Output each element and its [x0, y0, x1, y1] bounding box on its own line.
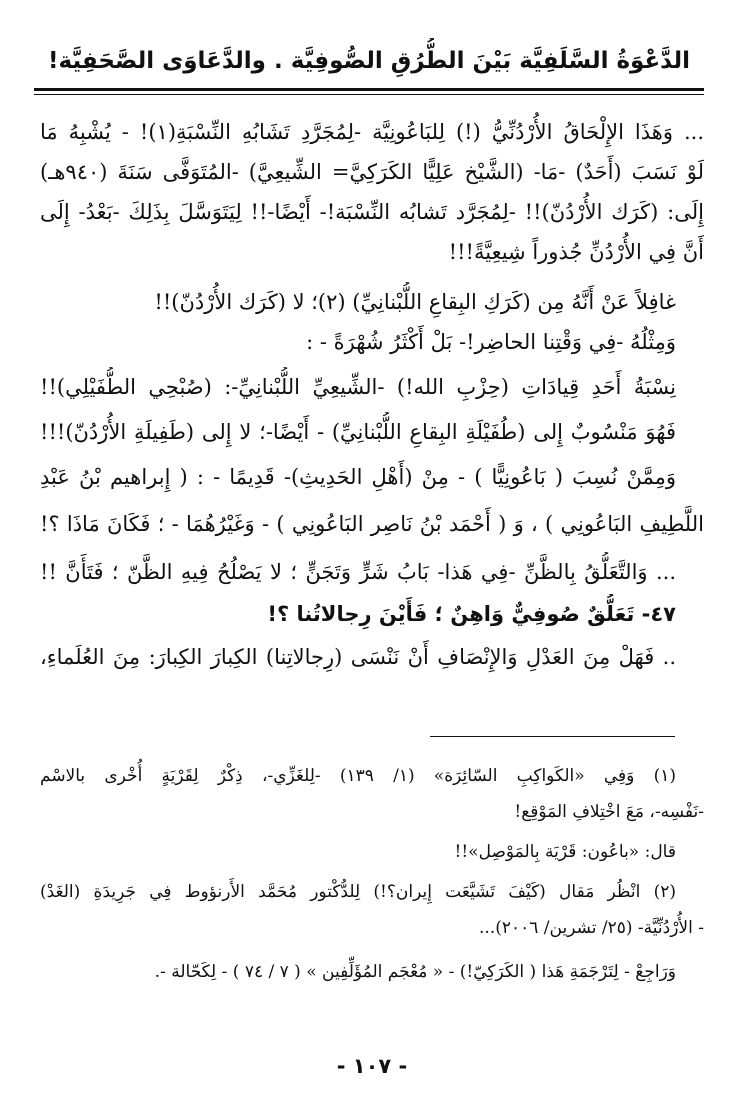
- body-line: وَمِمَّنْ نُسِبَ ( بَاعُونِيًّا ) - مِنْ (أَهْلِ الحَدِيثِ)- قَدِيمًا - : ( إِبراهيم بْنُ عَبْدِ: [40, 465, 676, 489]
- body-line: فَهُوَ مَنْسُوبٌ إِلى (طُفَيْلَةِ البِقاعِ اللُّبْنانِيِّ) - أَيْضًا-؛ لا إِلى (طَفِيلَةِ الأُرْدُنّ)!!!: [40, 420, 676, 444]
- footnote-line: وَرَاجِعْ - لِتَرْجَمَةِ هَذا ( الكَرَكِيّ!) - « مُعْجَم المُؤَلِّفِين » ( ٧ / ٧٤ ) - لِكَحّالة -.: [154, 962, 676, 982]
- body-line: ... وَالتَّعَلُّقُ بِالظَّنِّ -فِي هَذا- بَابُ شَرٍّ وَتَجَنٍّ ؛ لا يَصْلُحُ فِيهِ الظَّنّ ؛ فَتَأَنَّ !!: [40, 560, 676, 584]
- body-line: نِسْبَةُ أَحَدِ قِيادَاتِ (حِزْبِ الله!) -الشِّيعِيِّ اللُّبْنانِيِّ-: (صُبْحِي الطُّفَيْلِي)!!: [40, 375, 676, 399]
- footnote-line: (١) وَفِي «الكَواكِبِ السّائِرَة» (١/ ١٣٩) -لِلغَزِّي-، ذِكْرٌ لِقَرْيَةٍ أُخْرى بالاسْم: [40, 766, 676, 786]
- body-line: لَوْ نَسَبَ (أَحَدٌ) -مَا- (الشَّيْخ عَلِيًّا الكَرَكِيَّ= الشِّيعِيَّ) -المُتَوَفَّى سَنَةَ (٩٤٠هـ): [40, 160, 704, 184]
- footnote-separator: [430, 736, 675, 737]
- header-rule-thick: [34, 88, 704, 91]
- page-number: - ١٠٧ -: [336, 1054, 408, 1078]
- section-heading: ٤٧- تَعَلُّقٌ صُوفِيٌّ وَاهِنٌ ؛ فَأَيْنَ رِجالاتُنا ؟!: [267, 602, 676, 626]
- body-line: غافِلاً عَنْ أَنَّهُ مِن (كَرَكِ البِقاعِ اللُّبْنانِيِّ) (٢)؛ لا (كَرَك الأُرْدُنّ)!!: [154, 290, 676, 314]
- running-header-title: الدَّعْوَةُ السَّلَفِيَّة بَيْنَ الطُّرُقِ الصُّوفِيَّة . والدَّعَاوَى الصَّحَفِيَّة!: [48, 48, 690, 74]
- body-line: ... وَهَذَا الإِلْحَاقُ الأُرْدُنِّيُّ (!) لِلبَاعُونِيَّة -لِمُجَرَّدِ تَشَابُهِ النِّسْبَةِ(١)! - يُشْبِهُ مَا: [40, 120, 704, 144]
- footnote-line: قال: «باعُون: قَرْيَة بِالمَوْصِل»!!: [454, 842, 676, 862]
- footnote-line: - الأُرْدُنِّيَّة- (٢٥/ تشرين/ ٢٠٠٦)...: [479, 918, 704, 938]
- body-line: إِلَى: (كَرَك الأُرْدُنّ)!! -لِمُجَرَّد تَشابُه النِّسْبَة!- أَيْضًا-!! لِيَتَوَسَّلَ بِذَلِكَ -بَعْدُ- إِلَى: [40, 200, 704, 224]
- body-line: وَمِثْلُهُ -فِي وَقْتِنا الحاضِر!- بَلْ أَكْثَرُ شُهْرَةً - :: [306, 330, 676, 354]
- body-line: أَنَّ فِي الأُرْدُنِّ جُذوراً شِيعِيَّةً!!!: [448, 240, 704, 264]
- body-line: .. فَهَلْ مِنَ العَدْلِ وَالإِنْصَافِ أَنْ نَنْسَى (رِجالاتِنا) الكِبارَ الكِبارَ: مِنَ العُلَماءِ،: [40, 645, 676, 669]
- body-line: اللَّطِيفِ البَاعُونِي ) ، وَ ( أَحْمَد بْنُ نَاصِر البَاعُونِي ) - وَغَيْرُهُمَا - ؛ فَكَانَ مَاذَا ؟!: [40, 512, 704, 536]
- footnote-line: (٢) انْظُر مَقال (كَيْفَ تَشَيَّعَت إِيران؟!) لِلدُّكْتور مُحَمَّد الأَرنؤوط فِي جَرِيدَةِ (الغَدْ): [40, 882, 676, 902]
- footnote-line: -نَفْسِه-، مَعَ اخْتِلافِ المَوْقِع!: [514, 802, 704, 822]
- header-rule-thin: [34, 94, 704, 95]
